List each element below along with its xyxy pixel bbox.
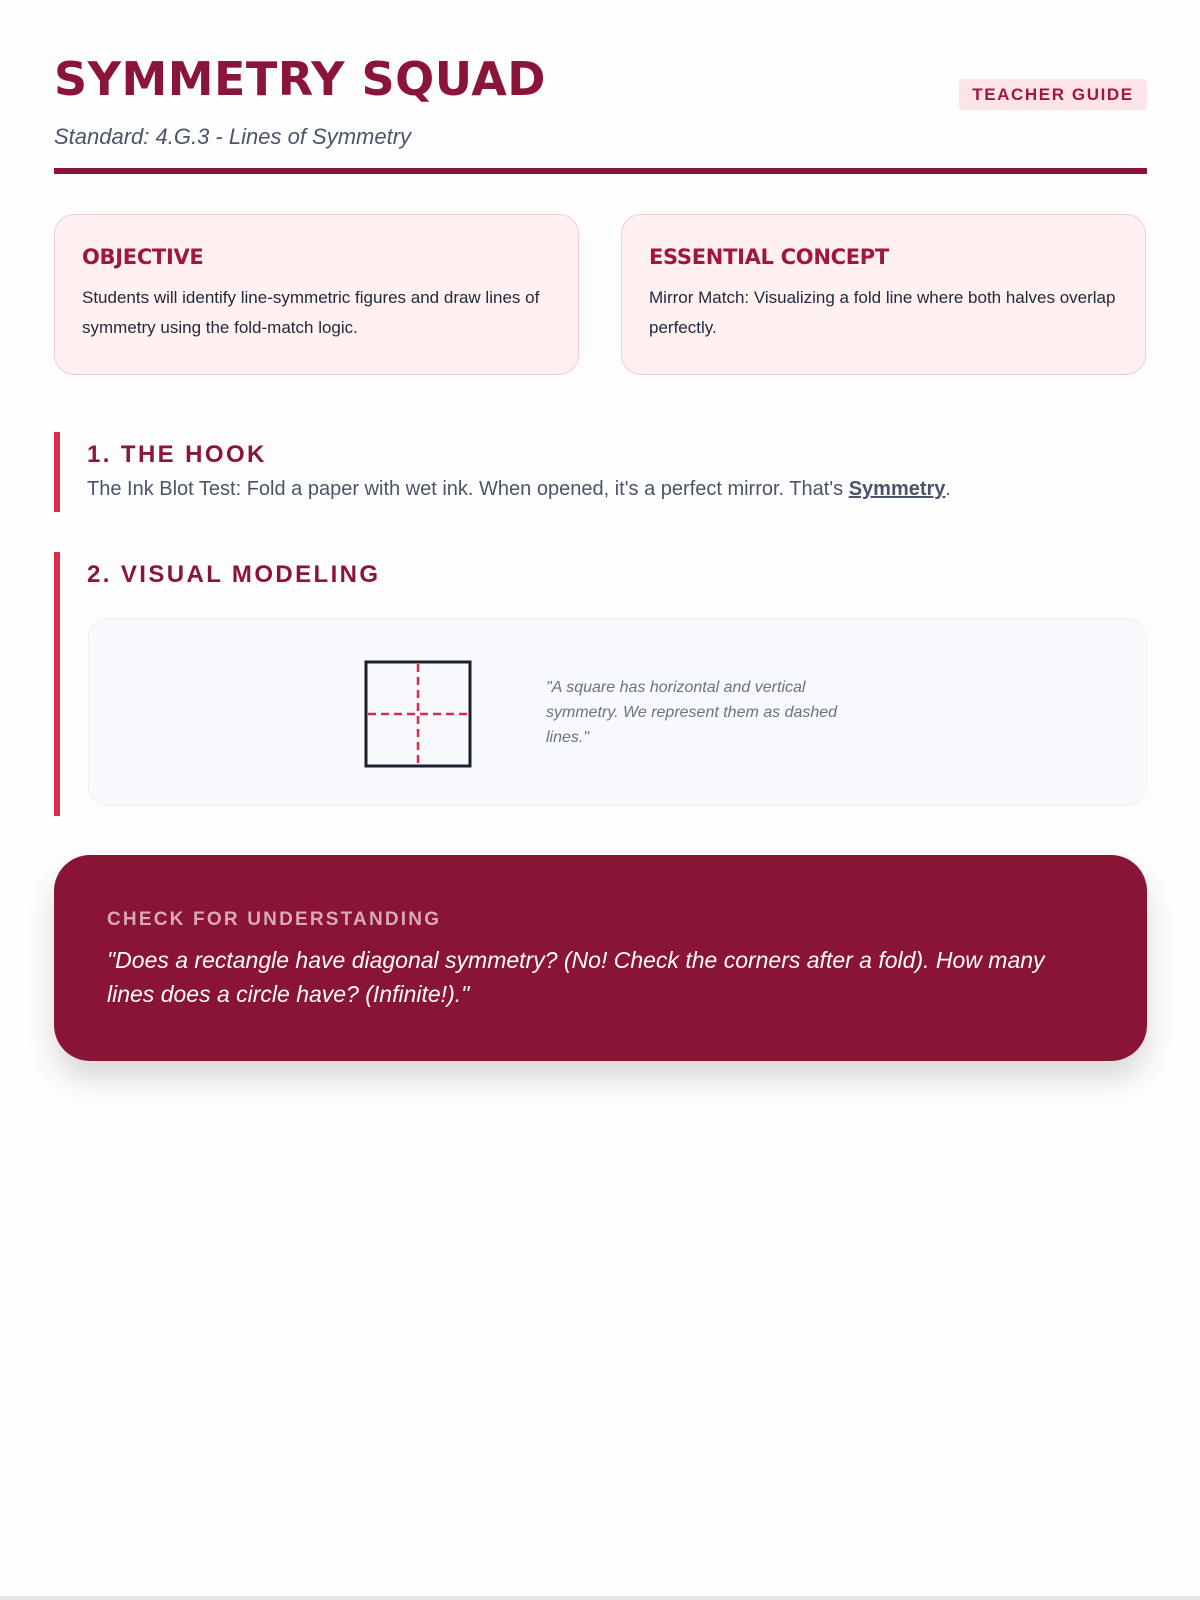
visual-modeling-section [54, 552, 1147, 816]
modeling-caption: "A square has horizontal and vertical symmetry. We represent them as dashed lines." [546, 679, 838, 746]
page-bottom-edge [0, 1596, 1200, 1600]
hook-title: 1. THE HOOK [87, 441, 267, 468]
concept-text: Mirror Match: Visualizing a fold line where both halves overlap perfectly. [649, 288, 1116, 337]
objective-text: Students will identify line-symmetric figures and draw lines of symmetry using the fold-match logic. [82, 288, 540, 337]
hook-text-end: . [945, 478, 951, 500]
concept-card [621, 214, 1146, 375]
header-divider [54, 168, 1147, 174]
section-accent-bar [54, 552, 60, 816]
teacher-guide-badge: TEACHER GUIDE [959, 79, 1147, 110]
hook-text-lead: The Ink Blot Test: Fold a paper with wet ink. When opened, it's a perfect mirror. That's [87, 478, 849, 500]
objective-card [54, 214, 579, 375]
modeling-panel [88, 618, 1147, 806]
page-header [54, 0, 1147, 174]
objective-title: OBJECTIVE [82, 245, 204, 269]
symmetry-keyword: Symmetry [848, 478, 946, 500]
concept-title: ESSENTIAL CONCEPT [649, 245, 889, 269]
modeling-title: 2. VISUAL MODELING [87, 561, 381, 588]
check-label: CHECK FOR UNDERSTANDING [107, 909, 442, 930]
lesson-page [54, 0, 1147, 1007]
page-title: SYMMETRY SQUAD [54, 52, 546, 106]
standard-subtitle: Standard: 4.G.3 - Lines of Symmetry [54, 124, 412, 149]
hook-text [87, 478, 951, 501]
section-accent-bar [54, 432, 60, 512]
summary-cards [54, 214, 1147, 377]
hook-section [54, 432, 1147, 512]
check-for-understanding-box [54, 855, 1147, 1061]
check-question: "Does a rectangle have diagonal symmetry? (No! Check the corners after a fold). How many lines does a circle have? (Infinite!)." [107, 947, 1045, 1007]
symmetric-square-diagram [364, 660, 472, 768]
